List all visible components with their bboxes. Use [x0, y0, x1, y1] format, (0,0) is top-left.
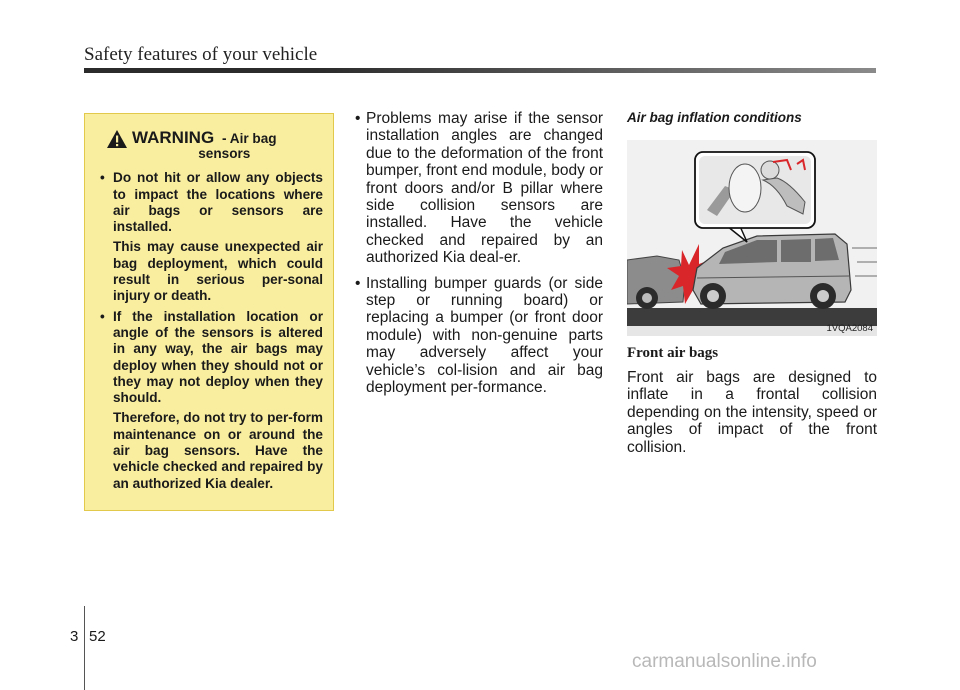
sub-heading: Front air bags — [627, 345, 719, 361]
warning-item-text: • If the installation location or angle of the sensors is altered in any way, the air bags may deploy when they should not or they may not deploy when they should. — [113, 308, 323, 406]
header-rule — [84, 68, 876, 73]
warning-list — [100, 170, 323, 492]
page-header-title: Safety features of your vehicle — [84, 44, 318, 65]
collision-diagram — [627, 140, 877, 336]
image-code-label: 1VQA2084 — [826, 323, 873, 334]
warning-item — [100, 170, 323, 304]
body-paragraph: Front air bags are designed to inflate in a frontal collision depending on the intensity, speed or angles of impact of the front collision. — [627, 369, 877, 456]
warning-triangle-icon — [106, 129, 128, 149]
middle-column — [353, 110, 603, 405]
warning-subtitle: - Air bag — [221, 131, 277, 146]
airbag — [729, 164, 761, 212]
warning-header — [106, 128, 323, 162]
page-number: 52 — [89, 628, 106, 645]
page-chapter: 3 — [70, 628, 79, 645]
warning-item-followup: This may cause unexpected air bag deployment, which could result in serious per-sonal injury or death. — [113, 239, 323, 304]
warning-item-followup: Therefore, do not try to per-form maintenance on or around the air bag sensors. Have the vehicle checked and repaired by an authorized Kia dealer. — [113, 410, 323, 491]
warning-box — [84, 113, 334, 511]
section-heading: Air bag inflation conditions — [627, 110, 802, 125]
collision-illustration — [627, 140, 877, 336]
right-column — [627, 110, 877, 125]
bullet-item: • Installing bumper guards (or side step or running board) or replacing a bumper (or front door module) with non-genuine parts may adversely affect your vehicle’s col-lision and air bag deployment per-formance. — [353, 275, 603, 397]
watermark: carmanualsonline.info — [632, 651, 817, 672]
warning-item — [100, 309, 323, 492]
warning-title: WARNING — [132, 128, 215, 147]
warning-item-text: • Do not hit or allow any objects to impact the locations where air bags or sensors are installed. — [113, 170, 323, 235]
bullet-item: • Problems may arise if the sensor installation angles are changed due to the deformation of the front bumper, front end module, body or front doors and/or B pillar where side collision sensors are installed. Have the vehicle checked and repaired by an authorized Kia deal-er. — [353, 110, 603, 267]
warning-subtitle-line2: sensors — [198, 146, 251, 161]
footer-rule — [84, 606, 85, 690]
